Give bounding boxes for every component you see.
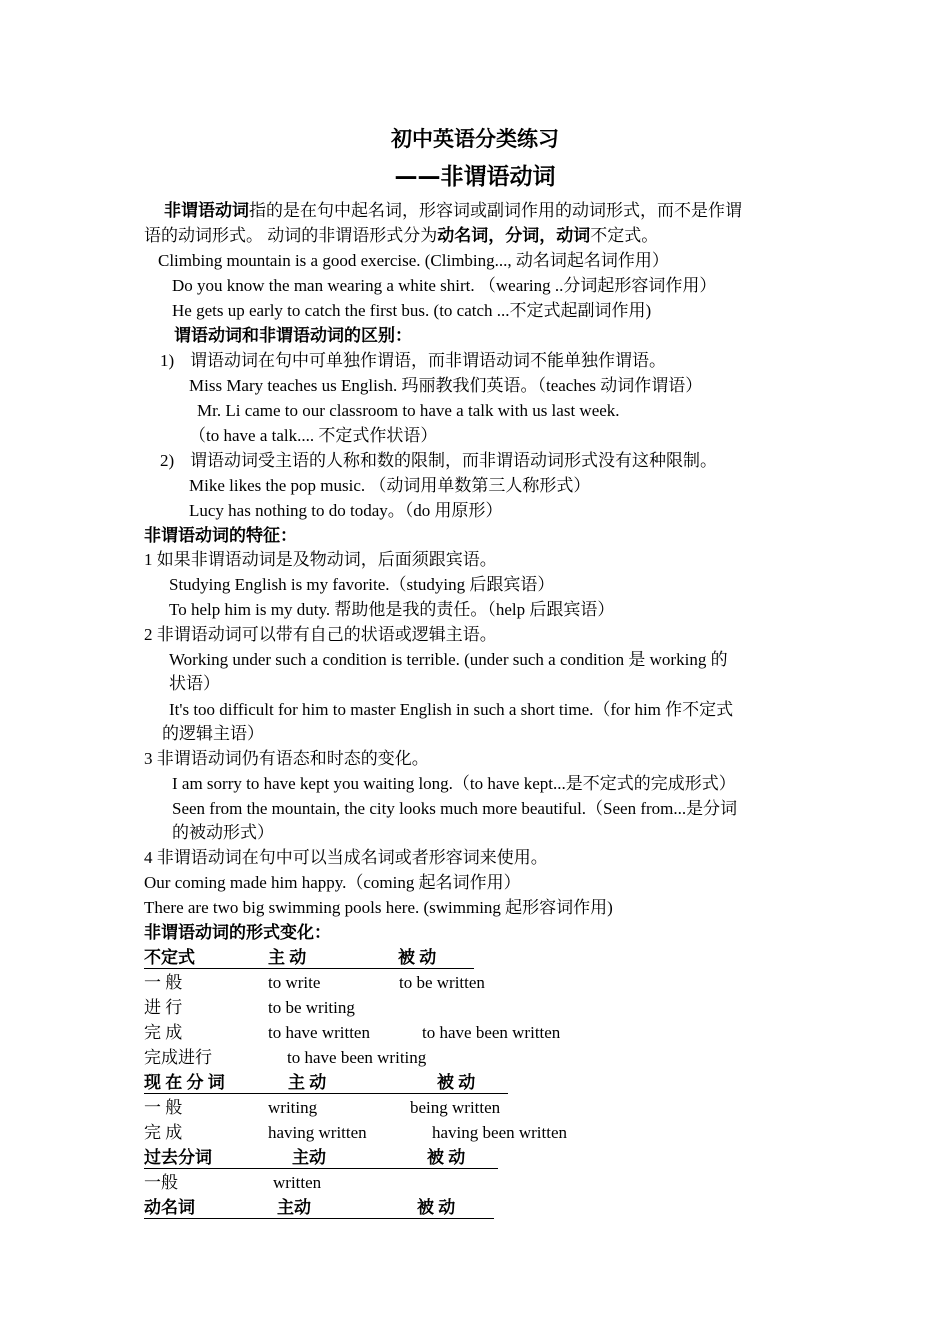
row-label: 进 行 (144, 998, 183, 1017)
header-underline (144, 1168, 498, 1169)
list-number: 2) (160, 451, 175, 470)
table-header-cell: 被 动 (417, 1198, 456, 1217)
example-line: Mike likes the pop music. （动词用单数第三人称形式） (189, 476, 591, 495)
header-underline (144, 968, 474, 969)
example-line: Do you know the man wearing a white shirt. （wearing ..分词起形容词作用） (172, 276, 717, 295)
list-number: 1) (160, 351, 175, 370)
row-active: writing (268, 1098, 318, 1117)
example-line: Lucy has nothing to do today。（do 用原形） (189, 501, 503, 520)
example-line: 的逻辑主语） (162, 724, 264, 743)
table-header-cell: 主 动 (288, 1073, 327, 1092)
row-label: 完 成 (144, 1123, 183, 1142)
header-underline (144, 1218, 494, 1219)
table-header-cell: 被 动 (437, 1073, 476, 1092)
row-label: 一般 (144, 1173, 178, 1192)
table-header-cell: 被 动 (398, 948, 437, 967)
table-header-cell: 现 在 分 词 (144, 1073, 225, 1092)
term-bold: 非谓语动词 (164, 201, 249, 220)
table-header-cell: 主动 (277, 1198, 311, 1217)
section-heading-forms: 非谓语动词的形式变化： (144, 923, 331, 942)
example-line: There are two big swimming pools here. (swimming 起形容词作用) (144, 898, 613, 917)
example-line: I am sorry to have kept you waiting long.（to have kept...是不定式的完成形式） (172, 774, 736, 793)
row-label: 完成进行 (144, 1048, 212, 1067)
table-header-cell: 被 动 (427, 1148, 466, 1167)
table-header-cell: 主 动 (268, 948, 307, 967)
example-line: Working under such a condition is terrible. (under such a condition 是 working 的 (169, 650, 728, 669)
list-item: 谓语动词在句中可单独作谓语，而非谓语动词不能单独作谓语。 (190, 351, 666, 370)
example-line: Our coming made him happy.（coming 起名词作用） (144, 873, 521, 892)
example-line: （to have a talk.... 不定式作状语） (189, 426, 438, 445)
row-passive: being written (410, 1098, 501, 1117)
document-title: 初中英语分类练习 (391, 127, 559, 151)
row-active: to have been writing (287, 1048, 427, 1067)
row-label: 完 成 (144, 1023, 183, 1042)
forms-bold: 动名词，分词，动词 (437, 226, 591, 245)
row-active: to be writing (268, 998, 355, 1017)
row-active: to have written (268, 1023, 370, 1042)
example-line: Seen from the mountain, the city looks much more beautiful.（Seen from...是分词 (172, 799, 738, 818)
example-line: 的被动形式） (172, 823, 274, 842)
intro-line-2: 语的动词形式。 动词的非谓语形式分为动名词，分词，动词不定式。 (144, 226, 659, 245)
table-header-cell: 主动 (292, 1148, 326, 1167)
table-header-cell: 过去分词 (144, 1148, 212, 1167)
row-passive: to be written (399, 973, 485, 992)
feature-item: 1 如果非谓语动词是及物动词，后面须跟宾语。 (144, 550, 497, 569)
list-item: 谓语动词受主语的人称和数的限制，而非谓语动词形式没有这种限制。 (190, 451, 717, 470)
example-line: 状语） (169, 674, 220, 693)
header-underline (144, 1093, 508, 1094)
intro-line-1: 非谓语动词指的是在句中起名词，形容词或副词作用的动词形式，而不是作谓 (164, 201, 742, 220)
example-line: Mr. Li came to our classroom to have a talk with us last week. (197, 401, 620, 420)
example-line: It's too difficult for him to master English in such a short time.（for him 作不定式 (169, 700, 734, 719)
row-passive: having been written (432, 1123, 568, 1142)
document-subtitle: ——非谓语动词 (394, 164, 556, 190)
row-active: having written (268, 1123, 367, 1142)
row-active: written (273, 1173, 322, 1192)
feature-item: 4 非谓语动词在句中可以当成名词或者形容词来使用。 (144, 848, 548, 867)
section-heading-features: 非谓语动词的特征： (144, 526, 297, 545)
example-line: Climbing mountain is a good exercise. (Climbing..., 动名词起名词作用） (158, 251, 669, 270)
example-line: He gets up early to catch the first bus. (to catch ...不定式起副词作用) (172, 301, 652, 320)
row-label: 一 般 (144, 973, 183, 992)
example-line: Studying English is my favorite.（studying 后跟宾语） (169, 575, 555, 594)
example-line: Miss Mary teaches us English. 玛丽教我们英语。（teaches 动词作谓语） (189, 376, 703, 395)
feature-item: 3 非谓语动词仍有语态和时态的变化。 (144, 749, 429, 768)
table-header-cell: 不定式 (144, 948, 195, 967)
feature-item: 2 非谓语动词可以带有自己的状语或逻辑主语。 (144, 625, 497, 644)
table-header-cell: 动名词 (144, 1198, 195, 1217)
row-label: 一 般 (144, 1098, 183, 1117)
section-heading-difference: 谓语动词和非谓语动词的区别： (174, 326, 412, 345)
row-active: to write (268, 973, 321, 992)
row-passive: to have been written (422, 1023, 561, 1042)
example-line: To help him is my duty. 帮助他是我的责任。（help 后跟宾语） (169, 600, 615, 619)
